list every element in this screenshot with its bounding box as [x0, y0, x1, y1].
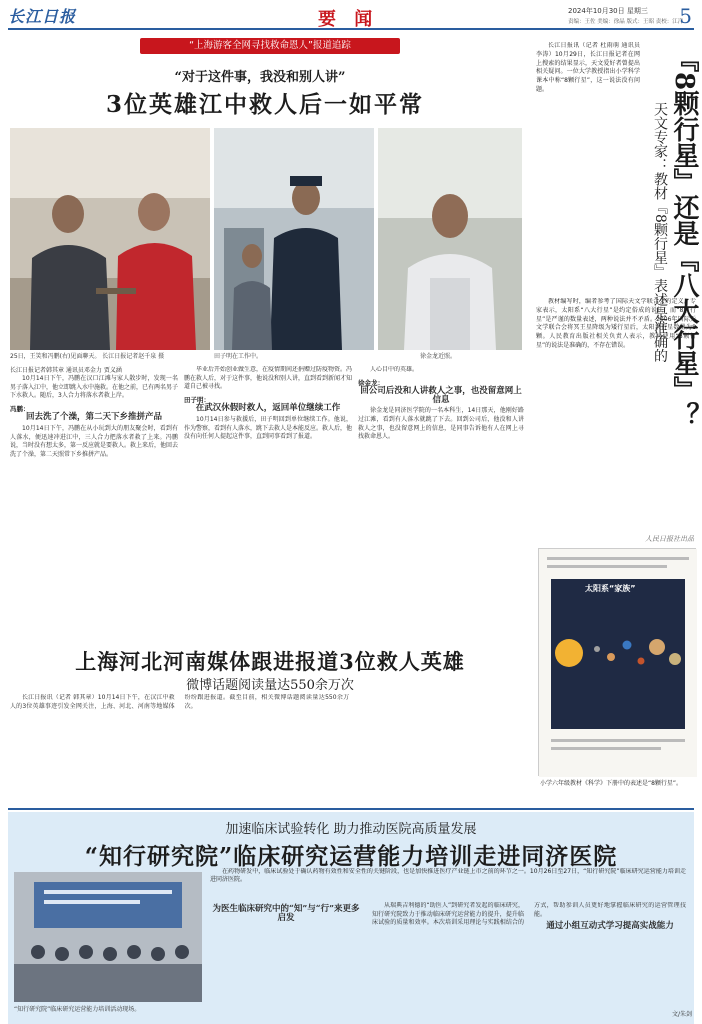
- photo-police-officer: [214, 128, 374, 350]
- photo-two-men-chatting: [10, 128, 210, 350]
- newspaper-logo: 长江日报: [8, 7, 77, 26]
- subhead-block: [184, 396, 352, 413]
- photo-young-man: [378, 128, 522, 350]
- second-story-body: [10, 694, 524, 804]
- sidebar-paragraph: 长江日报讯（记者 杜雨萌 通讯员 李涛）10月29日，长江日报记者在网上搜索的结果显示，天文爱好者曾提出相关疑问。一位大学教授指出小学科学课本中称“8颗行星”，这一说法没有问题。: [536, 42, 640, 93]
- bottom-photo-caption: “知行研究院”临床研究运营能力培训活动现场。: [14, 1006, 141, 1013]
- story-kicker: “对于这件事，我没和别人讲”: [174, 70, 346, 85]
- story-column-3: [358, 366, 524, 636]
- story-paragraph: 10月14日参与救援后，田子明回到单位继续工作。他说，作为警察，看到有人落水，跳下去救人是本能反应。救人后，他没有向任何人提起这件事，直到同事看到了报道。: [184, 415, 352, 441]
- story-headline: 3位英雄江中救人后一如平常: [105, 91, 424, 118]
- sidebar-subheadline: 天文专家：教材『8颗行星』表述是准确的: [652, 102, 668, 363]
- second-story-headline: 上海河北河南媒体跟进报道3位救人英雄: [75, 649, 465, 674]
- subhead-text: 在武汉休假时救人，返回单位继续工作: [195, 403, 341, 414]
- section-title: 要 闻: [318, 9, 379, 30]
- textbook-heading: 太阳系“家族”: [585, 584, 636, 593]
- second-story-subhead: 微博话题阅读量达550余万次: [186, 678, 354, 693]
- story-paragraph: 10月14日下午，冯鹏在汉口江滩与家人散步时，发现一名男子落入江中，他立即跳入水中施救。在他之前，已有两名男子下水救人。随后，3人合力将落水者救上岸。: [10, 375, 178, 400]
- subhead-text: 回去洗了个澡，第二天下乡推拼产品: [25, 412, 162, 423]
- subhead-text: 回公司后没和人讲救人之事，也没留意网上信息: [360, 386, 522, 405]
- story-column-2: [184, 366, 352, 636]
- photo-caption-2: 田子明在工作中。: [214, 353, 263, 360]
- photo-credit-1: 长江日报记者赵千泉 摄: [102, 353, 165, 360]
- story-paragraph: 毕业后开始创业做生意，在疫情期间还捐赠过防疫物资。冯鹏在救人后，对于这件事，他说没和别人讲，直到看到新闻才知道自己被寻找。: [184, 366, 352, 391]
- bottom-story-body: [210, 902, 686, 1018]
- story-column-1: [10, 366, 178, 636]
- story-paragraph: 10月14日下午，冯鹏在从小玩到大的朋友聚会时，看到有人落水，便迅速冲进江中，三人合力把落水者救了上来。冯鹏说，当时没有想太多，第一反应就是要救人。救上来后，他回去洗了个澡，第二天照常下乡推拼产品。: [10, 424, 178, 458]
- textbook-caption: 小学六年级教材《科学》下册中的表述是“8颗行星”。: [540, 780, 683, 787]
- bottom-subhead-1: 为医生临床研究中的“知”与“行”来更多启发: [212, 904, 360, 923]
- subhead-person: 冯鹏：: [10, 404, 30, 413]
- story-banner: “上海游客全网寻找救命恩人”报道追踪: [140, 38, 400, 54]
- sidebar-body-text: [536, 298, 696, 530]
- subhead-block: [10, 405, 178, 422]
- masthead: [8, 4, 694, 30]
- page-number: 5: [679, 4, 692, 28]
- bottom-story-signature: 文/朱剑: [671, 1011, 692, 1018]
- photo-caption-3: 徐金龙近照。: [420, 353, 457, 360]
- sidebar-headline: 『8颗行星』还是『八大行星』？: [669, 46, 699, 429]
- bottom-story-headline: “知行研究院”临床研究运营能力培训走进同济医院: [84, 843, 618, 870]
- story-paragraph: 人心目中的英雄。: [370, 366, 419, 373]
- story-paragraph: 长江日报讯（记者 韩其章）10月14日下午，在汉江中救人的3位英雄事迹引发全网关注，上海、河北、河南等地媒体纷纷跟进报道。截至目前，相关微博话题阅读量达550余万次。: [10, 694, 350, 710]
- textbook-page-image: [538, 548, 696, 776]
- bottom-story-lead: [210, 868, 686, 898]
- story-byline: 长江日报记者韩其章 通讯员邓金力 贾义涵: [10, 367, 122, 374]
- editor-credits: 责编：王佐 美编：徐晶 版式：王昭 责校：江洋: [568, 19, 684, 25]
- subhead-person: 徐金龙：: [358, 378, 384, 387]
- issue-date: 2024年10月30日 星期三: [568, 7, 648, 15]
- photo-caption-1: 25日，王笑和冯鹏(右)见面聊天。: [10, 353, 101, 360]
- section-divider: [8, 808, 694, 810]
- bottom-story-paragraph: 从瑞典吉利德的“助医人”到研究者发起的临床研究，知行研究院致力于推动临床研究运营能力的提升，提升临床试验的质量和效率。本次培训采用理论与实践相结合的方式，帮助参训人员更好地掌握临床研究的运营管理技能。: [372, 902, 686, 927]
- sidebar-paragraph: 教材编写时，编者参考了国际天文学联合会的定义。专家表示，太阳系“八大行星”是约定俗成的说法，而“8颗行星”是严谨的数量表述，两种说法并不矛盾。2006年国际天文学联合会将冥王星降级为矮行星后，太阳系行星数量为8颗。人民教育出版社相关负责人表示，教材使用“8颗行星”的说法是准确的，不存在错误。: [536, 298, 696, 349]
- bottom-subhead-2: 通过小组互动式学习提高实战能力: [546, 921, 674, 932]
- photo-training-session: [14, 872, 202, 1002]
- subhead-block: [358, 379, 524, 405]
- sidebar-source: 人民日报社出品: [645, 535, 694, 543]
- story-paragraph: 徐金龙是同济医学院的一名本科生，14日那天，他刚好路过江滩，看到有人落水就跳了下去。回到公司后，他没和人讲救人之事，也没留意网上的信息，是同事告诉他有人在网上寻找救命恩人。: [358, 407, 524, 441]
- bottom-story-kicker: 加速临床试验转化 助力推动医院高质量发展: [225, 822, 477, 837]
- subhead-person: 田子明：: [184, 395, 210, 404]
- sidebar-story: [536, 36, 698, 806]
- bottom-story-lead-text: 在药物研发中，临床试验处于确认药物有效性和安全性的关键阶段，也是加快推进医疗产业链上市之前的环节之一。10月26日至27日，“知行研究院”临床研究运营能力培训走进同济医院。: [210, 868, 686, 884]
